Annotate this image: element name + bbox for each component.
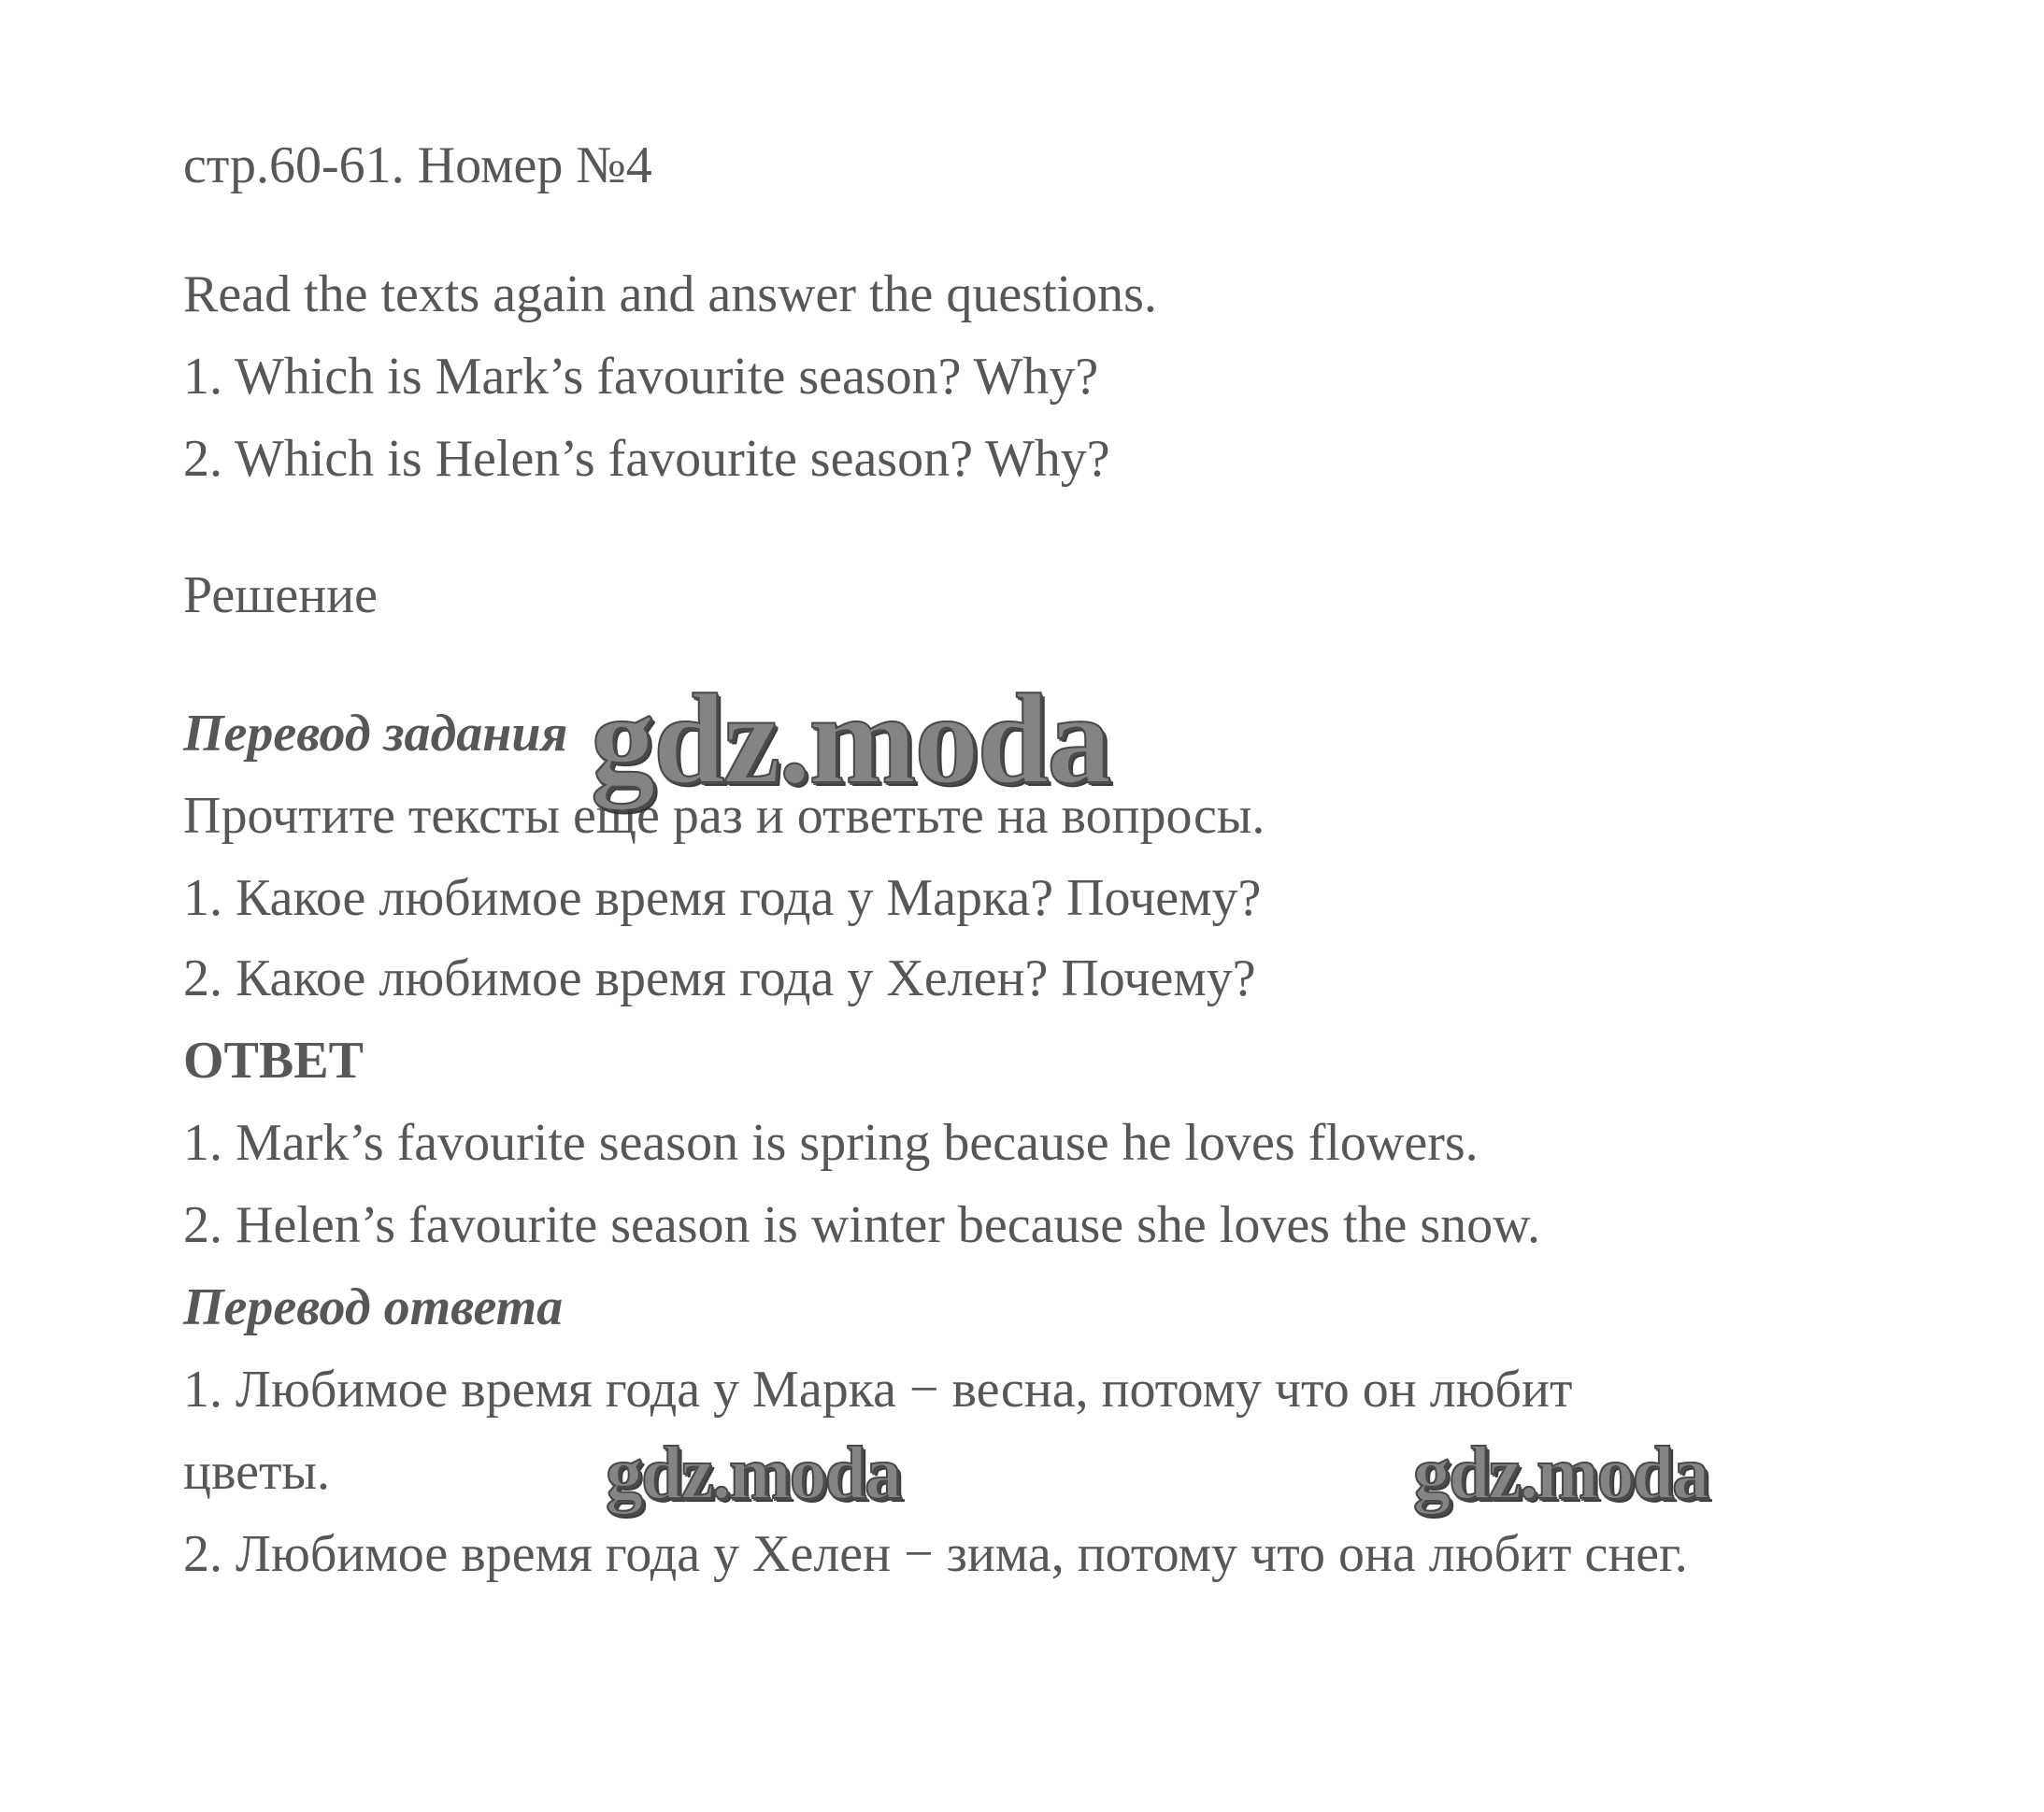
watermark-logo: gdz.moda xyxy=(1413,1433,1708,1515)
task-translation-line-1: Прочтите тексты еще раз и ответьте на вопросы. xyxy=(183,787,1265,845)
answer-translation-line-3: 2. Любимое время года у Хелен − зима, потому что она любит снег. xyxy=(183,1525,1688,1583)
answer-translation-line-1: 1. Любимое время года у Марка − весна, потому что он любит xyxy=(183,1361,1573,1419)
task-translation-line-2: 1. Какое любимое время года у Марка? Почему? xyxy=(183,869,1262,927)
solution-heading: Решение xyxy=(183,566,379,624)
answer-line-1: 1. Mark’s favourite season is spring because he loves flowers. xyxy=(183,1114,1479,1172)
watermark-logo: gdz.moda xyxy=(606,1433,901,1515)
answer-line-2: 2. Helen’s favourite season is winter because she loves the snow. xyxy=(183,1196,1540,1254)
page-title: стр.60-61. Номер №4 xyxy=(183,136,652,194)
task-question-2: 2. Which is Helen’s favourite season? Why? xyxy=(183,430,1110,488)
task-instruction: Read the texts again and answer the questions. xyxy=(183,265,1157,323)
answer-heading: ОТВЕТ xyxy=(183,1032,364,1090)
answer-translation-line-2: цветы. xyxy=(183,1443,331,1501)
task-question-1: 1. Which is Mark’s favourite season? Why? xyxy=(183,348,1099,406)
answer-translation-heading: Перевод ответа xyxy=(183,1278,564,1336)
task-translation-line-3: 2. Какое любимое время года у Хелен? Почему? xyxy=(183,949,1256,1007)
watermark-logo: gdz.moda xyxy=(591,667,1110,810)
task-translation-heading: Перевод задания xyxy=(183,705,568,763)
